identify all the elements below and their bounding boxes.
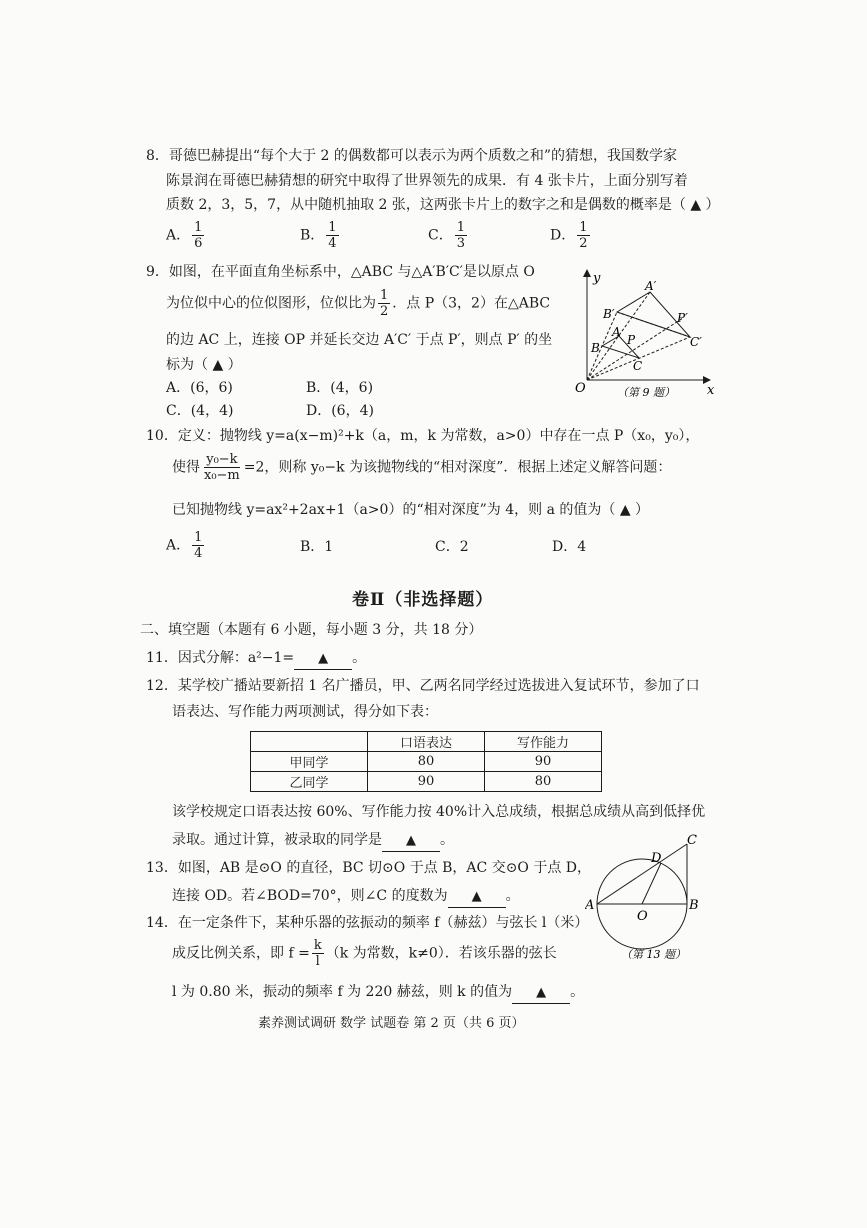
q9-line2: 为位似中心的位似图形，位似比为 $\frac{1}{2}$ ．点 P（3，2）在△ABC bbox=[166, 288, 551, 319]
q8-line2: 陈景润在哥德巴赫猜想的研究中取得了世界领先的成果．有 4 张卡片，上面分别写着 bbox=[166, 173, 688, 189]
q8-line3: 质数 2，3，5，7，从中随机抽取 2 张，这两张卡片上的数字之和是偶数的概率是（ ▲ ） bbox=[166, 197, 720, 213]
table-header-cell: 写作能力 bbox=[485, 732, 602, 752]
b-label: B bbox=[689, 898, 699, 913]
q10-option-d: D．4 bbox=[552, 539, 587, 555]
section2-heading: 二、填空题（本题有 6 小题，每小题 3 分，共 18 分） bbox=[140, 622, 483, 638]
d-label: D bbox=[651, 851, 662, 866]
line-od bbox=[642, 863, 661, 904]
q12-score-table bbox=[250, 731, 602, 792]
q8-option-a: A． $\frac{1}{6}$ bbox=[166, 220, 203, 251]
table-row bbox=[251, 752, 602, 772]
b1-label: B′ bbox=[603, 307, 615, 321]
c1-label: C′ bbox=[690, 335, 702, 349]
p-label: P bbox=[627, 333, 636, 347]
table-header-row bbox=[251, 732, 602, 752]
q12-line2: 语表达、写作能力两项测试，得分如下表： bbox=[172, 704, 438, 720]
q14-blank: ▲ bbox=[512, 983, 570, 1004]
q12-line4: 录取。通过计算，被录取的同学是 ▲ 。 bbox=[172, 830, 454, 852]
table-cell: 80 bbox=[485, 772, 602, 792]
o-label: O bbox=[637, 909, 648, 924]
q14-line2: 成反比例关系，即 f = $\frac{k}{l}$ （k 为常数，k≠0）．若该乐器的弦长 bbox=[172, 938, 557, 969]
q9-line4: 标为（ ▲ ） bbox=[166, 357, 242, 373]
table-header-cell: 口语表达 bbox=[368, 732, 485, 752]
q10-line3: 已知抛物线 y=ax²+2ax+1（a>0）的“相对深度”为 4，则 a 的值为（ ▲ ） bbox=[172, 502, 650, 518]
q14-line1: 14．在一定条件下，某种乐器的弦振动的频率 f（赫兹）与弦长 l（米） bbox=[146, 915, 589, 931]
q10-line1: 10．定义：抛物线 y=a(x−m)²+k（a，m，k 为常数，a>0）中存在一点 P（x₀，y₀）， bbox=[146, 428, 700, 444]
q14-line3: l 为 0.80 米，振动的频率 f 为 220 赫兹，则 k 的值为 ▲ 。 bbox=[172, 982, 584, 1004]
table-cell: 甲同学 bbox=[251, 752, 368, 772]
table-cell: 90 bbox=[485, 752, 602, 772]
q9-option-d: D．(6，4) bbox=[306, 403, 374, 419]
table-cell: 90 bbox=[368, 772, 485, 792]
a1-label: A′ bbox=[645, 279, 657, 293]
q10-option-a: A． $\frac{1}{4}$ bbox=[166, 530, 203, 561]
b-label: B bbox=[591, 341, 600, 355]
table-row bbox=[251, 772, 602, 792]
q12-line3: 该学校规定口语表达按 60%、写作能力按 40%计入总成绩，根据总成绩从高到低择优 bbox=[172, 804, 706, 820]
q9-option-a: A．(6，6) bbox=[166, 380, 233, 396]
q9-option-c: C．(4，4) bbox=[166, 403, 234, 419]
q13-caption: （第 13 题） bbox=[621, 948, 686, 961]
origin-label: O bbox=[575, 381, 586, 396]
page-footer: 素养测试调研 数学 试题卷 第 2 页（共 6 页） bbox=[258, 1016, 525, 1031]
q12-blank: ▲ bbox=[382, 831, 440, 852]
a-label: A bbox=[612, 325, 621, 339]
a-label: A bbox=[585, 898, 595, 913]
q12-line1: 12．某学校广播站要新招 1 名广播员，甲、乙两名同学经过选拔进入复试环节，参加了口 bbox=[146, 678, 700, 694]
p1-label: P′ bbox=[677, 311, 688, 325]
q9-line1: 9．如图，在平面直角坐标系中，△ABC 与△A′B′C′是以原点 O bbox=[146, 264, 535, 280]
q13-line2: 连接 OD。若∠BOD=70°，则∠C 的度数为 ▲ 。 bbox=[172, 886, 520, 908]
table-header-cell bbox=[251, 732, 368, 752]
q11-blank: ▲ bbox=[294, 649, 352, 670]
q9-option-b: B．(4，6) bbox=[306, 380, 374, 396]
q8-option-c: C． $\frac{1}{3}$ bbox=[428, 220, 465, 251]
table-cell: 80 bbox=[368, 752, 485, 772]
c-label: C bbox=[687, 833, 697, 848]
q13-figure bbox=[585, 832, 710, 964]
y-label: y bbox=[593, 271, 601, 286]
q8-option-d: D． $\frac{1}{2}$ bbox=[550, 220, 588, 251]
q8-line1: 8．哥德巴赫提出“每个大于 2 的偶数都可以表示为两个质数之和”的猜想，我国数学家 bbox=[146, 148, 678, 164]
q9-line3: 的边 AC 上，连接 OP 并延长交边 A′C′ 于点 P′，则点 P′ 的坐 bbox=[166, 332, 553, 348]
q9-figure bbox=[565, 262, 725, 402]
q10-option-c: C．2 bbox=[435, 539, 469, 555]
x-label: x bbox=[707, 383, 715, 398]
c-label: C bbox=[633, 359, 643, 373]
line-ac bbox=[597, 844, 687, 904]
table-cell: 乙同学 bbox=[251, 772, 368, 792]
section2-title: 卷Ⅱ（非选择题） bbox=[352, 590, 494, 610]
q10-option-b: B．1 bbox=[300, 539, 334, 555]
q9-caption: （第 9 题） bbox=[617, 386, 675, 399]
q13-blank: ▲ bbox=[448, 887, 506, 908]
q13-line1: 13．如图，AB 是⊙O 的直径，BC 切⊙O 于点 B，AC 交⊙O 于点 D， bbox=[146, 860, 592, 876]
q11: 11．因式分解：a²−1= ▲ 。 bbox=[146, 648, 366, 670]
q8-option-b: B． $\frac{1}{4}$ bbox=[300, 220, 337, 251]
q10-line2: 使得 $\frac{\text{y₀−k}}{\text{x₀−m}}$ =2，则称 y₀−k 为该抛物线的“相对深度”．根据上述定义解答问题： bbox=[172, 452, 672, 483]
